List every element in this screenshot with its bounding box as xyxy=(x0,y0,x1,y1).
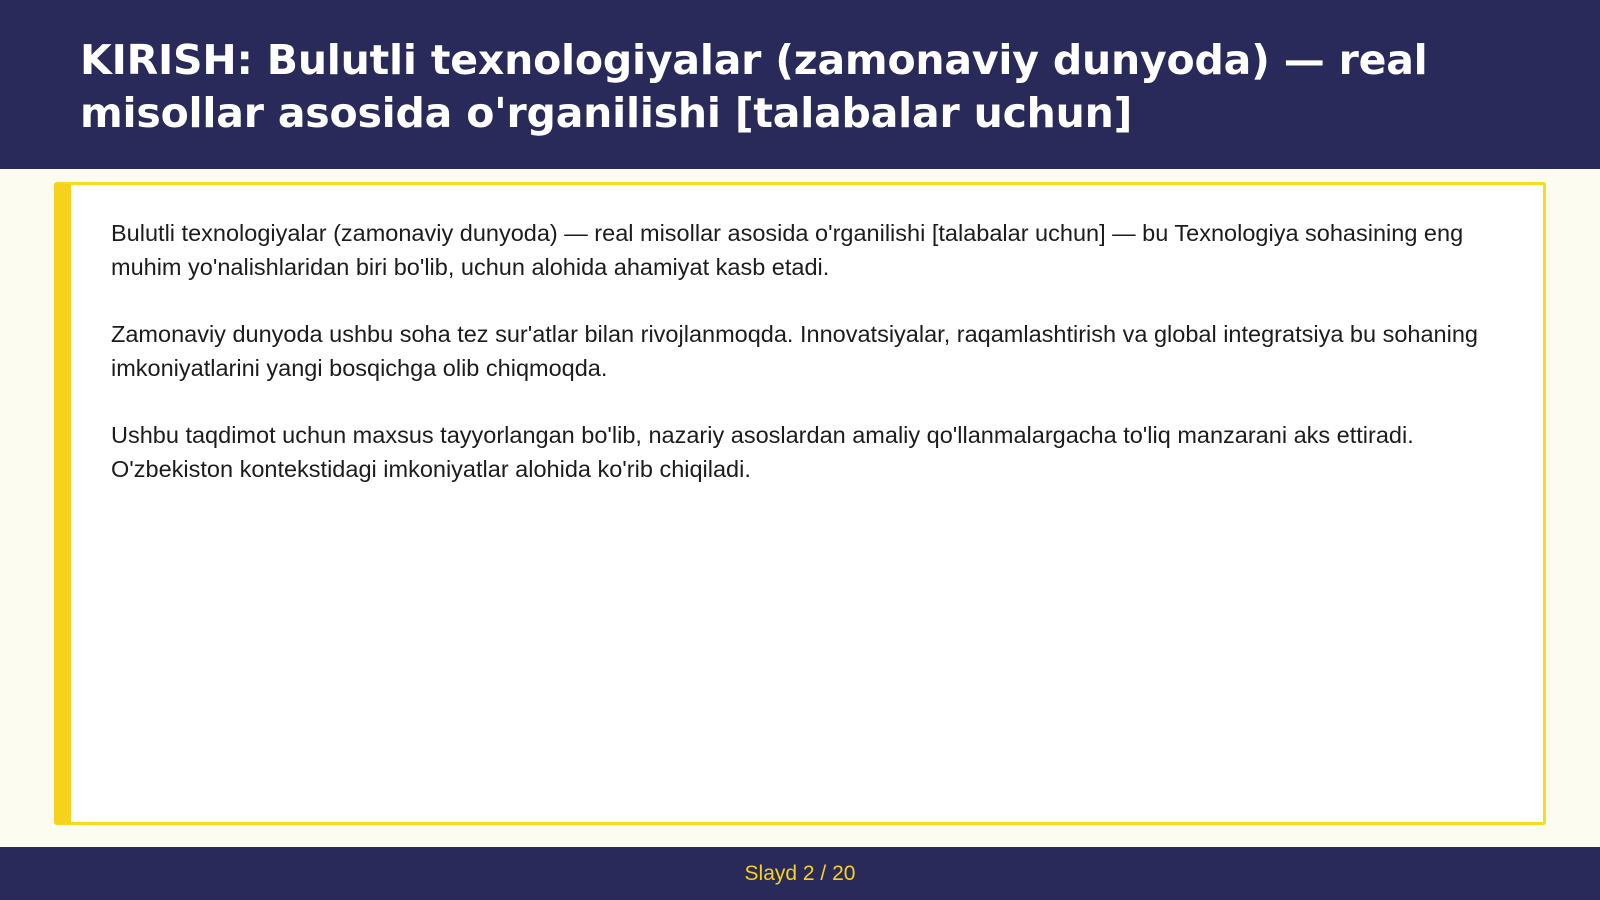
content-panel xyxy=(54,182,1546,825)
paragraph-modern-world: Zamonaviy dunyoda ushbu soha tez sur'atlar bilan rivojlanmoqda. Innovatsiyalar, raqamlashtirish va global integratsiya bu sohaning imkoniyatlarini yangi bosqichga olib chiqmoqda. xyxy=(111,321,1478,381)
slide-header xyxy=(0,0,1600,169)
paragraph-presentation-scope: Ushbu taqdimot uchun maxsus tayyorlangan bo'lib, nazariy asoslardan amaliy qo'llanmalargacha to'liq manzarani aks ettiradi. O'zbekiston kontekstidagi imkoniyatlar alohida ko'rib chiqiladi. xyxy=(111,422,1414,482)
slide-footer xyxy=(0,847,1600,900)
slide-counter: Slayd 2 / 20 xyxy=(744,861,856,885)
paragraph-intro: Bulutli texnologiyalar (zamonaviy dunyoda) — real misollar asosida o'rganilishi [talabalar uchun] — bu Texnologiya sohasining eng muhim yo'nalishlaridan biri bo'lib, uchun alohida ahamiyat kasb etadi. xyxy=(111,220,1464,280)
slide-title: KIRISH: Bulutli texnologiyalar (zamonaviy dunyoda) — real misollar asosida o'rganilishi [talabalar uchun] xyxy=(80,36,1428,137)
